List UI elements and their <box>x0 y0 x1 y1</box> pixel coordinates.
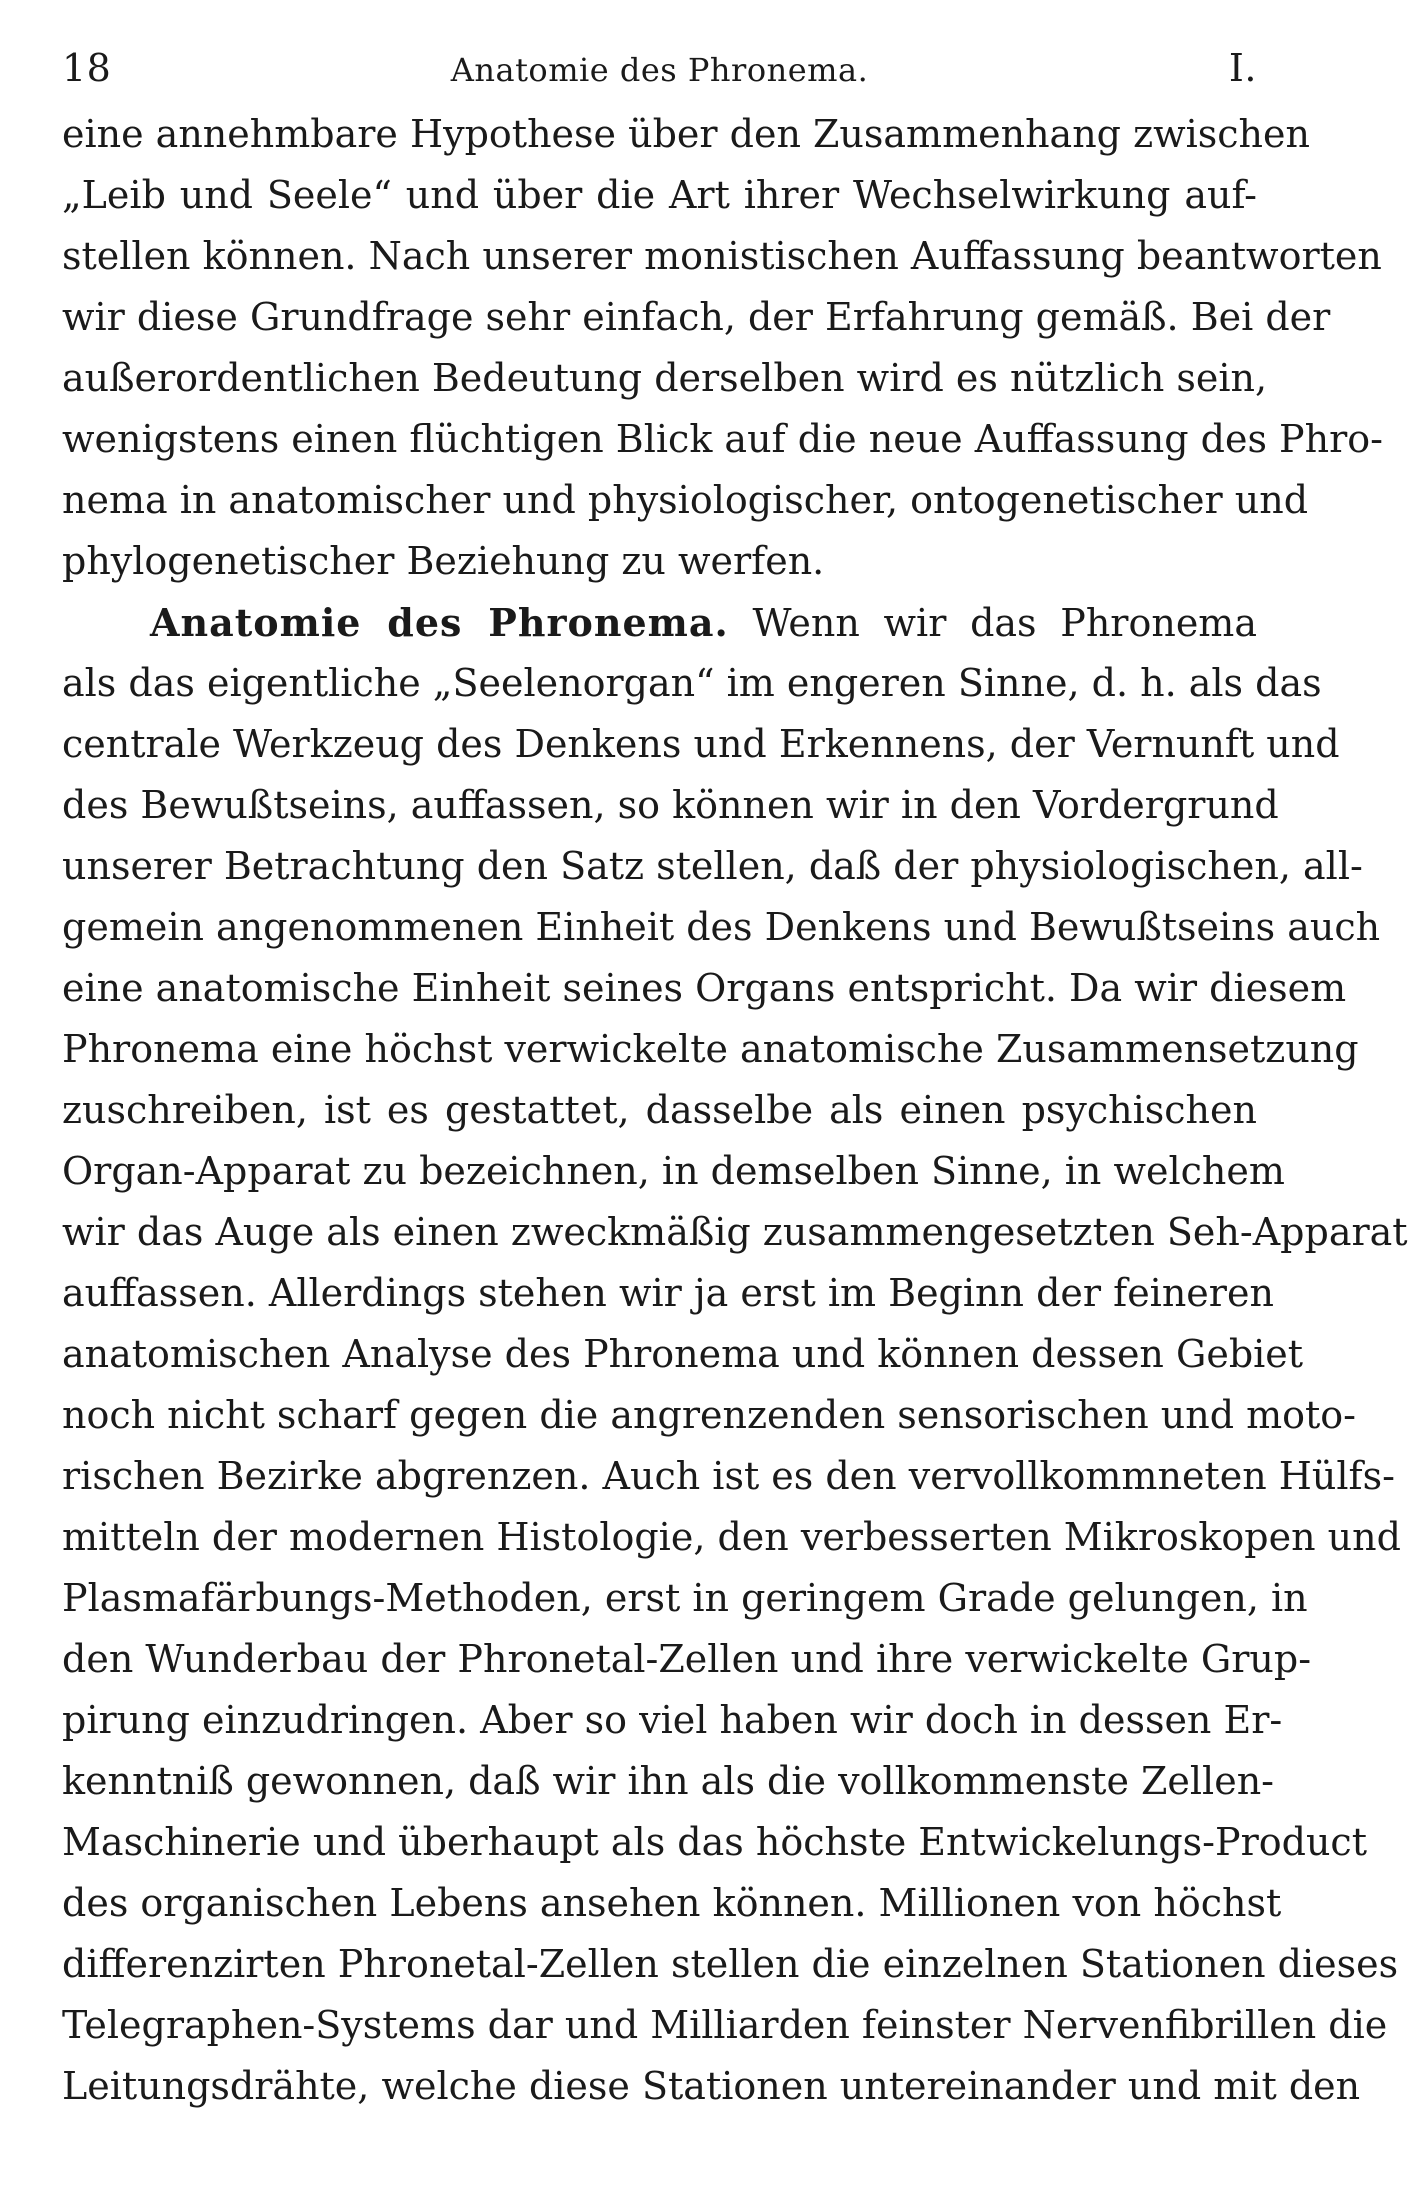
text-line: centrale Werkzeug des Denkens und Erkennens, der Vernunft und <box>62 722 1340 766</box>
text-line: Plasmafärbungs-Methoden, erst in geringem Grade gelungen, in <box>62 1576 1308 1620</box>
text-line: Maschinerie und überhaupt als das höchste Entwickelungs-Product <box>62 1820 1367 1864</box>
text-line: Organ-Apparat zu bezeichnen, in demselben Sinne, in welchem <box>62 1149 1285 1193</box>
section-heading: Anatomie des Phronema. <box>150 600 729 645</box>
text-line: noch nicht scharf gegen die angrenzenden sensorischen und moto- <box>62 1393 1357 1437</box>
text-line: kenntniß gewonnen, daß wir ihn als die vollkommenste Zellen- <box>62 1759 1275 1803</box>
text-line: pirung einzudringen. Aber so viel haben wir doch in dessen Er- <box>62 1698 1283 1742</box>
text-line: Phronema eine höchst verwickelte anatomische Zusammensetzung <box>62 1027 1359 1071</box>
text-line: rischen Bezirke abgrenzen. Auch ist es den vervollkommneten Hülfs- <box>62 1454 1395 1498</box>
text-line: „Leib und Seele“ und über die Art ihrer Wechselwirkung auf- <box>62 173 1257 217</box>
text-line: differenzirten Phronetal-Zellen stellen die einzelnen Stationen dieses <box>62 1942 1399 1986</box>
running-title: Anatomie des Phronema. <box>450 51 869 89</box>
text-line: phylogenetischer Beziehung zu werfen. <box>62 539 825 583</box>
text-line: wir diese Grundfrage sehr einfach, der Erfahrung gemäß. Bei der <box>62 295 1331 339</box>
text-line: als das eigentliche „Seelenorgan“ im engeren Sinne, d. h. als das <box>62 661 1322 705</box>
text-line: anatomischen Analyse des Phronema und können dessen Gebiet <box>62 1332 1304 1376</box>
text-line: nema in anatomischer und physiologischer, ontogenetischer und <box>62 478 1309 522</box>
text-line: auffassen. Allerdings stehen wir ja erst im Beginn der feineren <box>62 1271 1274 1315</box>
section-first-line <box>62 592 1257 653</box>
body-text <box>62 104 1408 2117</box>
text-line: Leitungsdrähte, welche diese Stationen untereinander und mit den <box>62 2064 1361 2108</box>
text-line: mitteln der modernen Histologie, den verbesserten Mikroskopen und <box>62 1515 1401 1559</box>
text-line: außerordentlichen Bedeutung derselben wird es nützlich sein, <box>62 356 1268 400</box>
text-line: den Wunderbau der Phronetal-Zellen und ihre verwickelte Grup- <box>62 1637 1312 1681</box>
text-line: wenigstens einen flüchtigen Blick auf die neue Auffassung des Phro- <box>62 417 1383 461</box>
text-line: gemein angenommenen Einheit des Denkens und Bewußtseins auch <box>62 905 1381 949</box>
text-line: eine anatomische Einheit seines Organs entspricht. Da wir diesem <box>62 966 1347 1010</box>
chapter-number: I. <box>1228 46 1257 90</box>
text-line: eine annehmbare Hypothese über den Zusammenhang zwischen <box>62 112 1310 156</box>
text-line: wir das Auge als einen zweckmäßig zusammengesetzten Seh-Apparat <box>62 1210 1408 1254</box>
page-number: 18 <box>62 46 112 90</box>
text-line: des Bewußtseins, auffassen, so können wir in den Vordergrund <box>62 783 1279 827</box>
running-head <box>62 38 1257 98</box>
text-line: Telegraphen-Systems dar und Milliarden feinster Nervenfibrillen die <box>62 2003 1388 2047</box>
text-line: unserer Betrachtung den Satz stellen, daß der physiologischen, all- <box>62 844 1363 888</box>
text-line: des organischen Lebens ansehen können. Millionen von höchst <box>62 1881 1282 1925</box>
text-line: stellen können. Nach unserer monistischen Auffassung beantworten <box>62 234 1382 278</box>
text-fragment: Wenn wir das Phronema <box>752 601 1257 645</box>
text-line: zuschreiben, ist es gestattet, dasselbe als einen psychischen <box>62 1088 1257 1132</box>
